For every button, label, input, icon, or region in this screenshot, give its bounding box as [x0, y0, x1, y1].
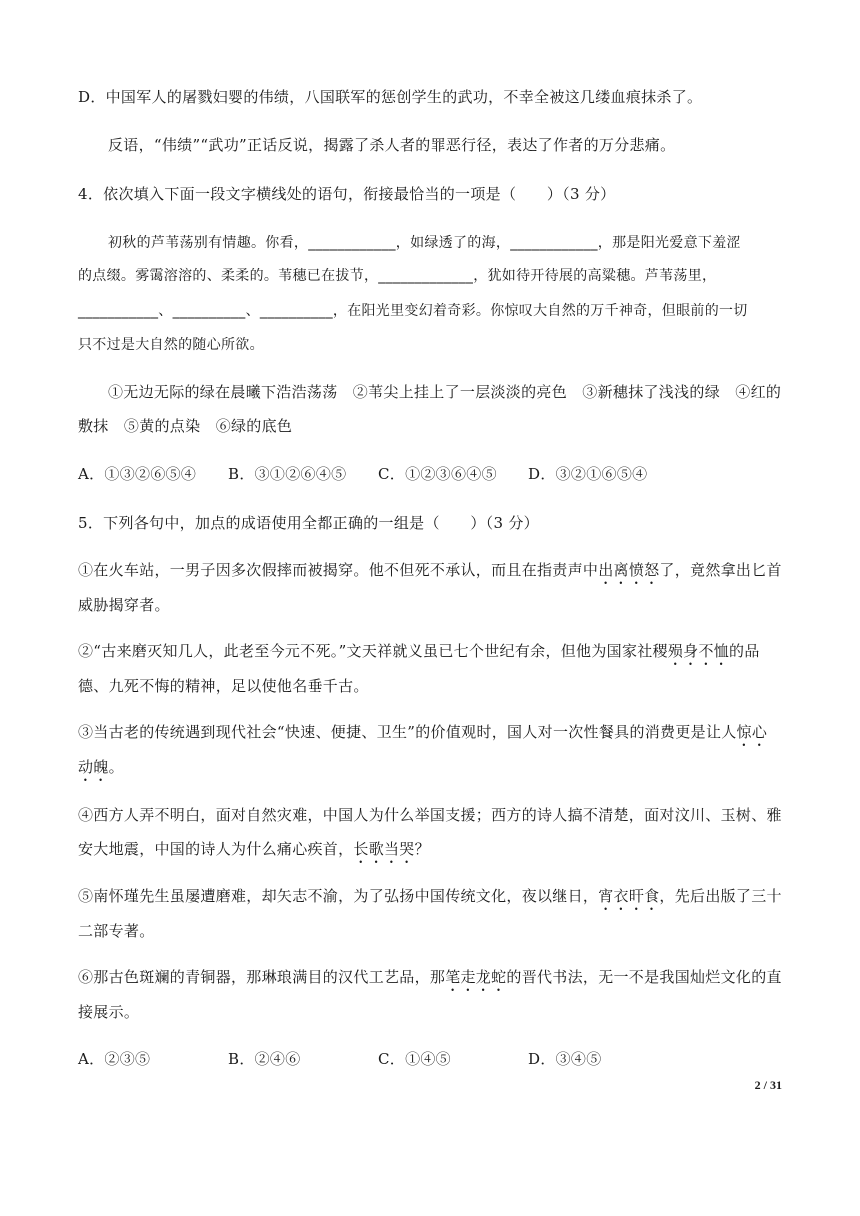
q5-sentence-3 — [78, 721, 767, 750]
q5-option-b: B．②④⑥ — [228, 1050, 301, 1068]
dotted-idiom-3b: 动魄 — [78, 758, 109, 776]
q4-option-b: B．③①②⑥④⑤ — [228, 465, 347, 483]
q5-s6-tail: 的晋代书法，无一不是我国灿烂文化的直 — [506, 968, 782, 986]
q4-option-c: C．①②③⑥④⑤ — [378, 465, 497, 483]
q5-s3-text: ③当古老的传统遇到现代社会“快速、便捷、卫生”的价值观时，国人对一次性餐具的消费更是让人 — [78, 723, 737, 741]
q5-sentence-2 — [78, 640, 760, 669]
q4-stem: 4．依次填入下面一段文字横线处的语句，衔接最恰当的一项是（ ）（3 分） — [78, 185, 616, 203]
q5-sentence-6-line-2: 接展示。 — [78, 1003, 140, 1021]
dotted-idiom-6: 笔走龙蛇 — [445, 968, 507, 986]
dotted-idiom-3a: 惊心 — [736, 723, 768, 741]
q4-passage-line-2: 的点缀。雾霭溶溶的、柔柔的。苇穗已在拔节，_____________，犹如待开待展的高粱穗。芦苇荡里， — [78, 268, 717, 284]
q4-option-a: A．①③②⑥⑤④ — [78, 465, 197, 483]
q5-sentence-2-line-2: 德、九死不悔的精神，足以使他名垂千古。 — [78, 677, 369, 695]
q4-items-line-1: ①无边无际的绿在晨曦下浩浩荡荡 ②苇尖上挂上了一层淡淡的亮色 ③新穗抹了浅浅的绿 ④红的 — [108, 383, 782, 401]
q5-option-d: D．③④⑤ — [528, 1050, 602, 1068]
q4-passage-line-4: 只不过是大自然的随心所欲。 — [78, 337, 264, 353]
dotted-idiom-5: 宵衣旰食 — [598, 887, 660, 905]
dotted-idiom-2: 殒身不恤 — [667, 642, 730, 660]
q5-sentence-4: ④西方人弄不明白，面对自然灾难，中国人为什么举国支援；西方的诗人搞不清楚，面对汶川、玉树、雅 — [78, 806, 782, 824]
q5-s1-text: ①在火车站，一男子因多次假摔而被揭穿。他不但死不承认，而且在指责声中 — [78, 561, 599, 579]
q5-sentence-3-line-2 — [78, 756, 124, 785]
q5-sentence-4-line-2 — [78, 838, 430, 867]
q5-sentence-5-line-2: 二部专著。 — [78, 922, 155, 940]
q5-s4-tail: ？ — [414, 840, 430, 858]
page-number: 2 / 31 — [754, 1078, 782, 1092]
q5-s2-text: ②“古来磨灭知几人，此老至今元不死。”文天祥就义虽已七个世纪有余，但他为国家社稷 — [78, 642, 668, 660]
q5-s2-tail: 的品 — [729, 642, 760, 660]
q4-items-line-2: 敷抹 ⑤黄的点染 ⑥绿的底色 — [78, 417, 293, 435]
q4-options — [78, 463, 647, 484]
q5-sentence-6 — [78, 966, 782, 995]
q4-passage-line-3: ___________、__________、__________，在阳光里变幻着奇彩。你惊叹大自然的万千神奇，但眼前的一切 — [78, 303, 748, 319]
q5-s6-text: ⑥那古色斑斓的青铜器，那琳琅满目的汉代工艺品，那 — [78, 968, 446, 986]
q5-option-a: A．②③⑤ — [78, 1050, 151, 1068]
q4-passage-line-1: 初秋的芦苇荡别有情趣。你看，____________，如绿透了的海，____________，那是阳光爱意下羞涩 — [108, 235, 741, 251]
q4-option-d: D．③②①⑥⑤④ — [528, 465, 648, 483]
q5-s1-tail: 了，竟然拿出匕首 — [659, 561, 782, 579]
q3-option-d: D．中国军人的屠戮妇婴的伟绩，八国联军的惩创学生的武功，不幸全被这几缕血痕抹杀了。 — [78, 88, 703, 106]
q5-s5-text: ⑤南怀瑾先生虽屡遭磨难，却矢志不渝，为了弘扬中国传统文化，夜以继日， — [78, 887, 599, 905]
q5-stem: 5．下列各句中，加点的成语使用全都正确的一组是（ ）（3 分） — [78, 514, 539, 532]
dotted-idiom-4: 长歌当哭 — [353, 840, 415, 858]
q5-s4-text: 安大地震，中国的诗人为什么痛心疾首， — [78, 840, 354, 858]
dotted-idiom-1: 出离愤怒 — [598, 561, 660, 579]
q5-option-c: C．①④⑤ — [378, 1050, 451, 1068]
q5-s5-tail: ，先后出版了三十 — [659, 887, 782, 905]
q3-analysis: 反语，“伟绩”“武功”正话反说，揭露了杀人者的罪恶行径，表达了作者的万分悲痛。 — [108, 136, 676, 154]
q5-s3-tail: 。 — [108, 758, 124, 776]
q5-sentence-5 — [78, 885, 782, 914]
q5-sentence-1 — [78, 559, 782, 588]
q5-options — [78, 1048, 602, 1069]
q5-sentence-1-line-2: 威胁揭穿者。 — [78, 596, 170, 614]
